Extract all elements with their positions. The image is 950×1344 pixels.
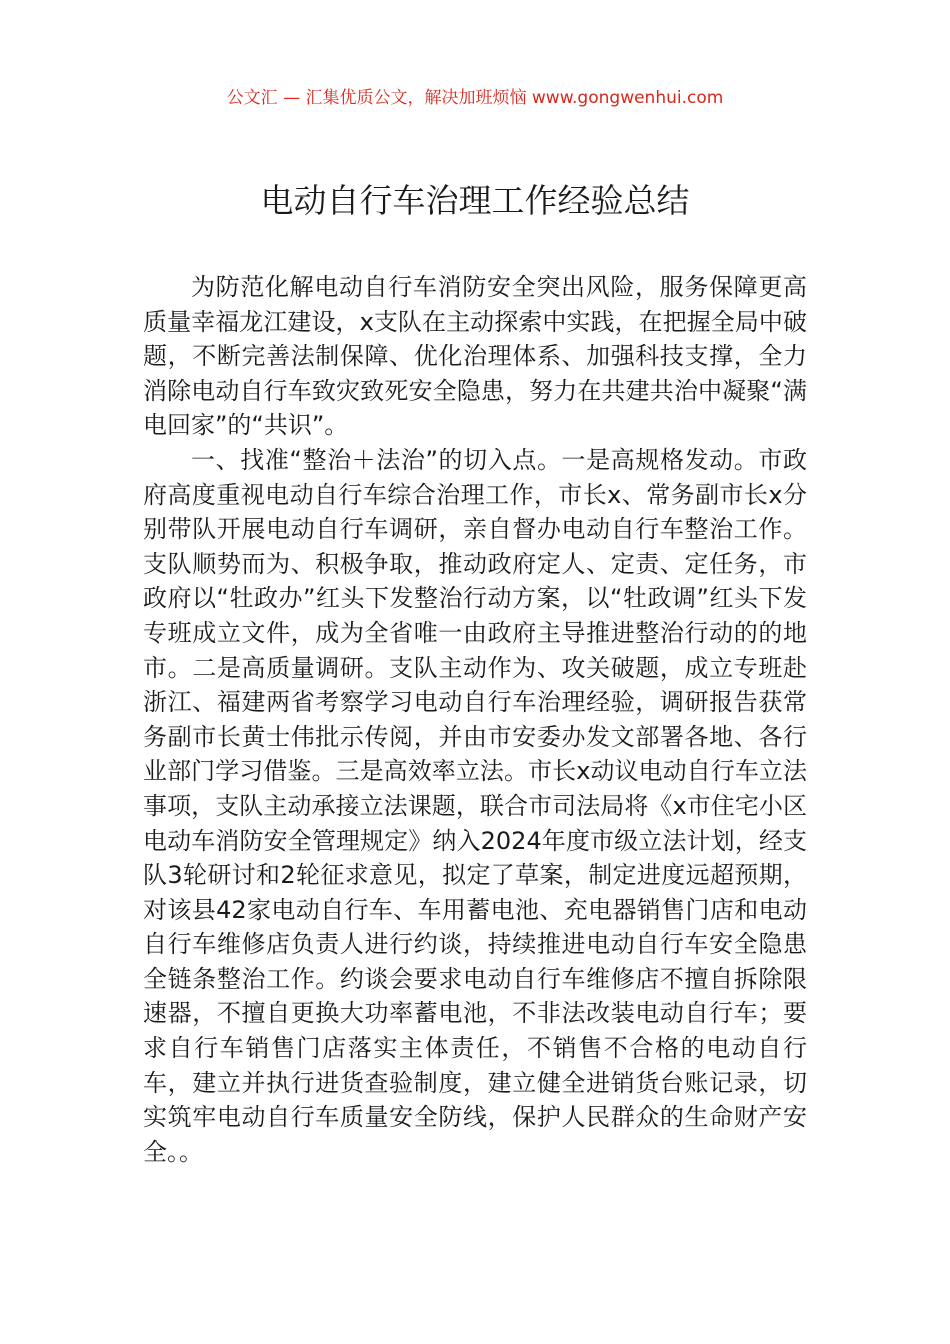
document-body [143,270,807,1169]
intro-paragraph: 为防范化解电动自行车消防安全突出风险，服务保障更高质量幸福龙江建设，x支队在主动探索中实践，在把握全局中破题，不断完善法制保障、优化治理体系、加强科技支撑，全力消除电动自行车致灾致死安全隐患，努力在共建共治中凝聚“满电回家”的“共识”。 [143,273,807,440]
header-banner: 公文汇 — 汇集优质公文，解决加班烦恼 www.gongwenhui.com [226,88,724,108]
section-one-paragraph: 一、找准“整治＋法治”的切入点。一是高规格发动。市政府高度重视电动自行车综合治理工作，市长x、常务副市长x分别带队开展电动自行车调研，亲自督办电动自行车整治工作。支队顺势而为、积极争取，推动政府定人、定责、定任务，市政府以“牡政办”红头下发整治行动方案，以“牡政调”红头下发专班成立文件，成为全省唯一由政府主导推进整治行动的的地市。二是高质量调研。支队主动作为、攻关破题，成立专班赴浙江、福建两省考察学习电动自行车治理经验，调研报告获常务副市长黄士伟批示传阅，并由市安委办发文部署各地、各行业部门学习借鉴。三是高效率立法。市长x动议电动自行车立法事项，支队主动承接立法课题，联合市司法局将《x市住宅小区电动车消防安全管理规定》纳入2024年度市级立法计划，经支队3轮研讨和2轮征求意见，拟定了草案，制定进度远超预期，对该县42家电动自行车、车用蓄电池、充电器销售门店和电动自行车维修店负责人进行约谈，持续推进电动自行车安全隐患全链条整治工作。约谈会要求电动自行车维修店不擅自拆除限速器，不擅自更换大功率蓄电池，不非法改装电动自行车；要求自行车销售门店落实主体责任，不销售不合格的电动自行车，建立并执行进货查验制度，建立健全进销货台账记录，切实筑牢电动自行车质量安全防线，保护人民群众的生命财产安全。。 [143,445,807,1166]
document-title: 电动自行车治理工作经验总结 [260,181,690,220]
